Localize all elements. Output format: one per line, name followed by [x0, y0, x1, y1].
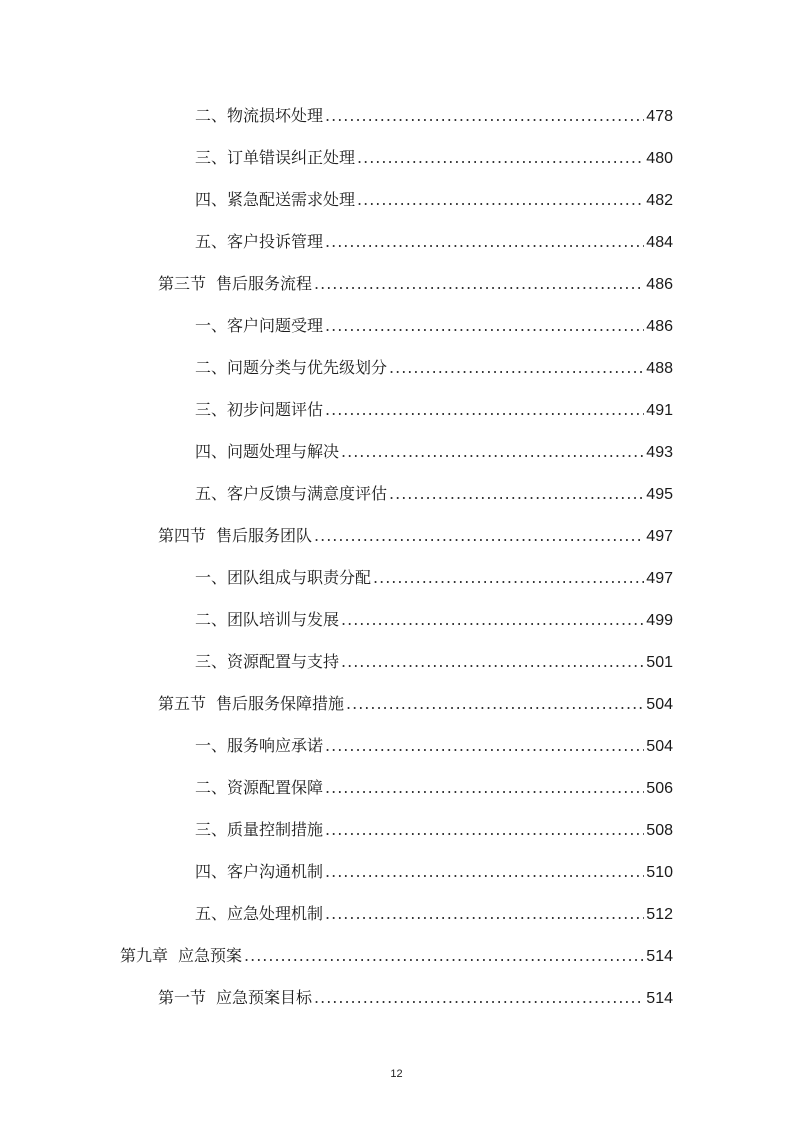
toc-dot-leader [341, 438, 644, 466]
toc-chapter-label: 第九章 [120, 946, 169, 965]
toc-dot-leader [314, 270, 644, 298]
toc-entry-page: 510 [646, 864, 673, 881]
toc-dot-leader [325, 396, 644, 424]
toc-entry-title: 三、订单错误纠正处理 [195, 148, 356, 167]
toc-entry[interactable] [195, 816, 673, 844]
toc-entry-title: 四、紧急配送需求处理 [195, 190, 356, 209]
toc-entry-title: 一、服务响应承诺 [195, 736, 324, 755]
toc-entry-title: 二、问题分类与优先级划分 [195, 358, 388, 377]
toc-entry[interactable] [195, 144, 673, 172]
toc-dot-leader [389, 354, 644, 382]
toc-entry[interactable] [195, 480, 673, 508]
toc-dot-leader [325, 228, 644, 256]
toc-dot-leader [325, 102, 644, 130]
toc-dot-leader [325, 900, 644, 928]
toc-entry-page: 508 [646, 822, 673, 839]
toc-dot-leader [244, 942, 644, 970]
toc-section-title [158, 522, 312, 550]
toc-section-label: 第五节 [158, 694, 207, 713]
toc-entry-page: 493 [646, 444, 673, 461]
toc-entry[interactable] [195, 354, 673, 382]
toc-entry-title: 三、资源配置与支持 [195, 652, 340, 671]
toc-entry-title: 二、团队培训与发展 [195, 610, 340, 629]
toc-section-name: 应急预案目标 [216, 988, 313, 1007]
toc-chapter-name: 应急预案 [178, 946, 243, 965]
toc-dot-leader [325, 774, 644, 802]
toc-entry-page: 504 [646, 738, 673, 755]
toc-entry-page: 486 [646, 276, 673, 293]
toc-entry[interactable] [195, 186, 673, 214]
page-number: 12 [390, 1068, 403, 1080]
toc-dot-leader [325, 816, 644, 844]
toc-dot-leader [314, 522, 644, 550]
toc-entry[interactable] [195, 774, 673, 802]
toc-dot-leader [341, 648, 644, 676]
toc-entry-page: 495 [646, 486, 673, 503]
toc-entry-page: 499 [646, 612, 673, 629]
toc-entry-title: 三、初步问题评估 [195, 400, 324, 419]
toc-entry-title: 二、物流损坏处理 [195, 106, 324, 125]
toc-entry[interactable] [195, 396, 673, 424]
toc-entry-title: 四、问题处理与解决 [195, 442, 340, 461]
toc-entry[interactable] [195, 438, 673, 466]
toc-entry-title: 五、应急处理机制 [195, 904, 324, 923]
toc-entry-title: 一、客户问题受理 [195, 316, 324, 335]
toc-dot-leader [357, 144, 644, 172]
toc-dot-leader [314, 984, 644, 1012]
toc-entry[interactable] [195, 228, 673, 256]
toc-dot-leader [346, 690, 644, 718]
toc-entry-page: 497 [646, 570, 673, 587]
toc-dot-leader [341, 606, 644, 634]
toc-entry-page: 497 [646, 528, 673, 545]
toc-entry[interactable] [195, 858, 673, 886]
toc-entry-page: 504 [646, 696, 673, 713]
toc-entry-page: 478 [646, 108, 673, 125]
toc-section-name: 售后服务团队 [216, 526, 313, 545]
toc-entry-title: 四、客户沟通机制 [195, 862, 324, 881]
toc-section-label: 第四节 [158, 526, 207, 545]
toc-section-name: 售后服务流程 [216, 274, 313, 293]
toc-entry-page: 484 [646, 234, 673, 251]
toc-dot-leader [373, 564, 644, 592]
toc-entry-title: 五、客户投诉管理 [195, 232, 324, 251]
toc-entry-page: 514 [646, 948, 673, 965]
toc-section-title [158, 690, 344, 718]
toc-entry-page: 501 [646, 654, 673, 671]
toc-entry-page: 480 [646, 150, 673, 167]
toc-entry-title: 三、质量控制措施 [195, 820, 324, 839]
toc-entry-page: 512 [646, 906, 673, 923]
toc-entry-page: 486 [646, 318, 673, 335]
toc-entry[interactable] [195, 312, 673, 340]
toc-entry[interactable] [195, 648, 673, 676]
toc-section-label: 第三节 [158, 274, 207, 293]
toc-section-title [158, 984, 312, 1012]
toc-entry-page: 488 [646, 360, 673, 377]
toc-entry[interactable] [195, 606, 673, 634]
toc-section-entry[interactable] [158, 270, 673, 298]
toc-chapter-title [120, 942, 242, 970]
toc-dot-leader [325, 732, 644, 760]
toc-section-label: 第一节 [158, 988, 207, 1007]
toc-entry[interactable] [195, 732, 673, 760]
toc-entry-title: 五、客户反馈与满意度评估 [195, 484, 388, 503]
toc-dot-leader [357, 186, 644, 214]
toc-dot-leader [325, 858, 644, 886]
toc-entry[interactable] [195, 900, 673, 928]
toc-entry-page: 506 [646, 780, 673, 797]
toc-entry[interactable] [195, 564, 673, 592]
toc-entry-title: 一、团队组成与职责分配 [195, 568, 372, 587]
toc-section-name: 售后服务保障措施 [216, 694, 345, 713]
toc-entry-title: 二、资源配置保障 [195, 778, 324, 797]
toc-entry-page: 491 [646, 402, 673, 419]
toc-entry[interactable] [195, 102, 673, 130]
toc-chapter-entry[interactable] [120, 942, 673, 970]
toc-entry-page: 482 [646, 192, 673, 209]
toc-section-entry[interactable] [158, 522, 673, 550]
toc-section-title [158, 270, 312, 298]
toc-entry-page: 514 [646, 990, 673, 1007]
toc-section-entry[interactable] [158, 690, 673, 718]
toc-dot-leader [325, 312, 644, 340]
toc-dot-leader [389, 480, 644, 508]
toc-section-entry[interactable] [158, 984, 673, 1012]
